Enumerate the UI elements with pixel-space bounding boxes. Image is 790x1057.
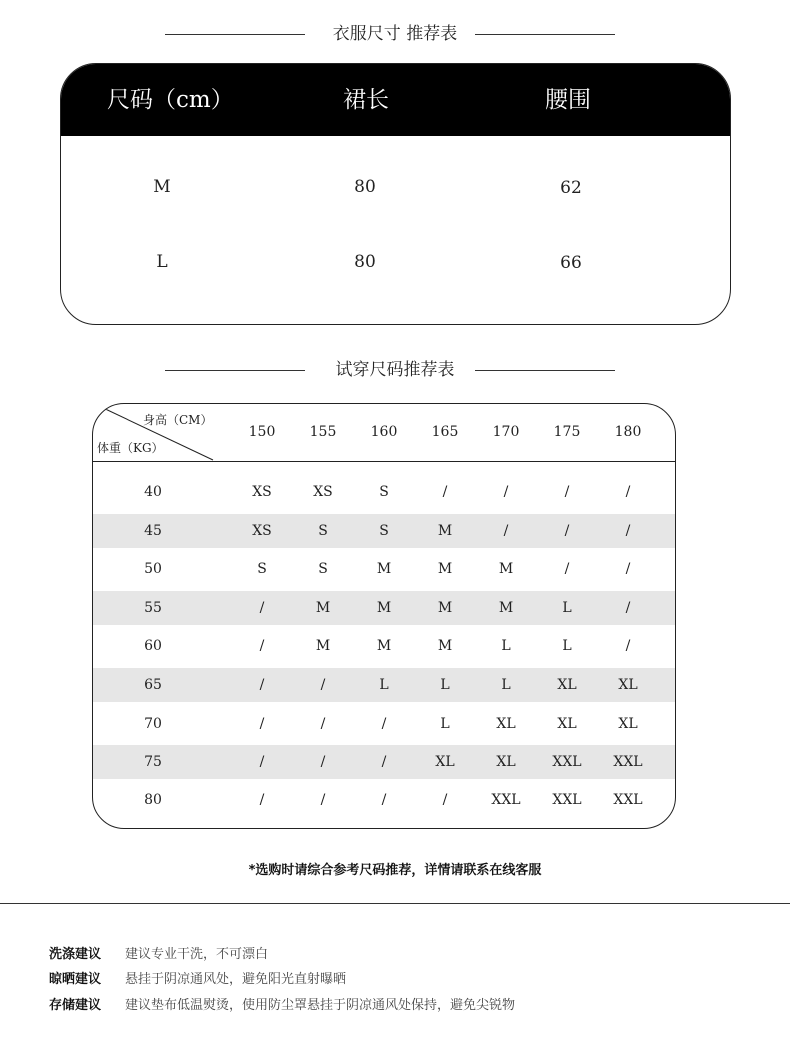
weight-cell: 55 [144,600,162,616]
size-cell: M [437,638,453,654]
size-cell: L [440,677,450,693]
fit-size-title-text: 试穿尺码推荐表 [335,360,455,380]
care-wash-label: 洗涤建议 [49,947,102,962]
size-cell: / [625,523,631,539]
size-cell: XXL [613,792,643,808]
weight-cell: 75 [144,754,162,770]
care-dry [49,971,346,989]
table-row [93,783,675,817]
size-cell: / [320,716,326,732]
size-cell: / [564,561,570,577]
fit-size-title [0,358,790,382]
table-row [93,552,675,586]
row-l-length: 80 [354,252,376,272]
size-cell: XL [618,716,638,732]
size-cell: / [259,754,265,770]
size-cell: M [376,600,392,616]
size-cell: / [503,484,509,500]
size-note: *选购时请综合参考尺码推荐，详情请联系在线客服 [248,863,542,878]
height-180: 180 [614,424,642,440]
size-cell: M [315,638,331,654]
size-cell: M [498,600,514,616]
size-cell: S [257,561,267,577]
corner-height-label: 身高（CM） [143,413,213,427]
garment-table-header [61,64,730,136]
table-row [93,475,675,509]
size-cell: / [564,484,570,500]
size-cell: XS [252,523,272,539]
size-cell: S [318,561,328,577]
corner-weight-label: 体重（KG） [97,441,164,455]
size-cell: M [315,600,331,616]
size-cell: XL [557,716,577,732]
weight-cell: 65 [144,677,162,693]
size-cell: / [259,600,265,616]
size-cell: S [379,484,389,500]
size-cell: L [501,638,511,654]
care-wash-text: 建议专业干洗，不可漂白 [125,947,269,962]
size-cell: XL [557,677,577,693]
weight-cell: 70 [144,716,162,732]
size-cell: M [376,638,392,654]
care-dry-label: 晾晒建议 [49,972,102,987]
weight-cell: 40 [144,484,162,500]
size-cell: M [498,561,514,577]
table-row [93,707,675,741]
size-cell: / [625,561,631,577]
size-cell: L [379,677,389,693]
size-cell: S [379,523,389,539]
size-cell: XL [435,754,455,770]
size-cell: / [564,523,570,539]
height-170: 170 [492,424,520,440]
size-cell: XL [618,677,638,693]
weight-cell: 50 [144,561,162,577]
garment-size-title [0,22,790,46]
size-cell: / [259,716,265,732]
row-m-length: 80 [354,177,376,197]
size-cell: / [320,754,326,770]
size-cell: / [381,754,387,770]
size-cell: / [259,677,265,693]
size-cell: XXL [491,792,521,808]
weight-cell: 45 [144,523,162,539]
weight-cell: 80 [144,792,162,808]
table-row [93,745,675,779]
fit-table-header [93,404,675,462]
size-cell: XXL [552,792,582,808]
size-cell: L [440,716,450,732]
row-l-size: L [156,252,168,272]
size-cell: / [625,484,631,500]
height-160: 160 [370,424,398,440]
table-row [93,514,675,548]
size-cell: L [562,638,572,654]
size-cell: XXL [613,754,643,770]
size-cell: L [501,677,511,693]
size-cell: XS [252,484,272,500]
garment-size-table [60,63,731,325]
garment-size-title-text: 衣服尺寸 推荐表 [332,24,458,44]
table-row [93,668,675,702]
height-150: 150 [248,424,276,440]
care-wash [49,946,268,964]
size-cell: / [442,484,448,500]
size-cell: XL [496,716,516,732]
size-cell: XL [496,754,516,770]
size-cell: XXL [552,754,582,770]
size-cell: S [318,523,328,539]
care-store-text: 建议垫布低温熨烫，使用防尘罩悬挂于阴凉通风处保持，避免尖锐物 [125,998,516,1013]
row-m-size: M [153,177,171,197]
row-m-waist: 62 [560,178,582,198]
size-cell: / [442,792,448,808]
weight-cell: 60 [144,638,162,654]
size-cell: L [562,600,572,616]
size-cell: / [503,523,509,539]
header-waist: 腰围 [545,87,591,113]
height-165: 165 [431,424,459,440]
size-cell: M [437,523,453,539]
table-row [93,629,675,663]
care-dry-text: 悬挂于阴凉通风处，避免阳光直射曝晒 [125,972,347,987]
table-row [93,591,675,625]
row-l-waist: 66 [560,253,582,273]
size-cell: / [625,638,631,654]
height-175: 175 [553,424,581,440]
care-store-label: 存储建议 [49,998,102,1013]
section-divider [0,903,790,904]
fit-size-table [92,403,676,829]
header-length: 裙长 [343,87,389,113]
header-size: 尺码（cm） [107,87,234,113]
size-cell: / [381,716,387,732]
size-cell: / [259,638,265,654]
size-cell: M [437,561,453,577]
size-cell: M [376,561,392,577]
size-cell: M [437,600,453,616]
size-cell: / [381,792,387,808]
size-cell: / [320,792,326,808]
size-cell: XS [313,484,333,500]
size-cell: / [259,792,265,808]
care-store [49,997,515,1015]
height-155: 155 [309,424,337,440]
size-cell: / [320,677,326,693]
size-cell: / [625,600,631,616]
